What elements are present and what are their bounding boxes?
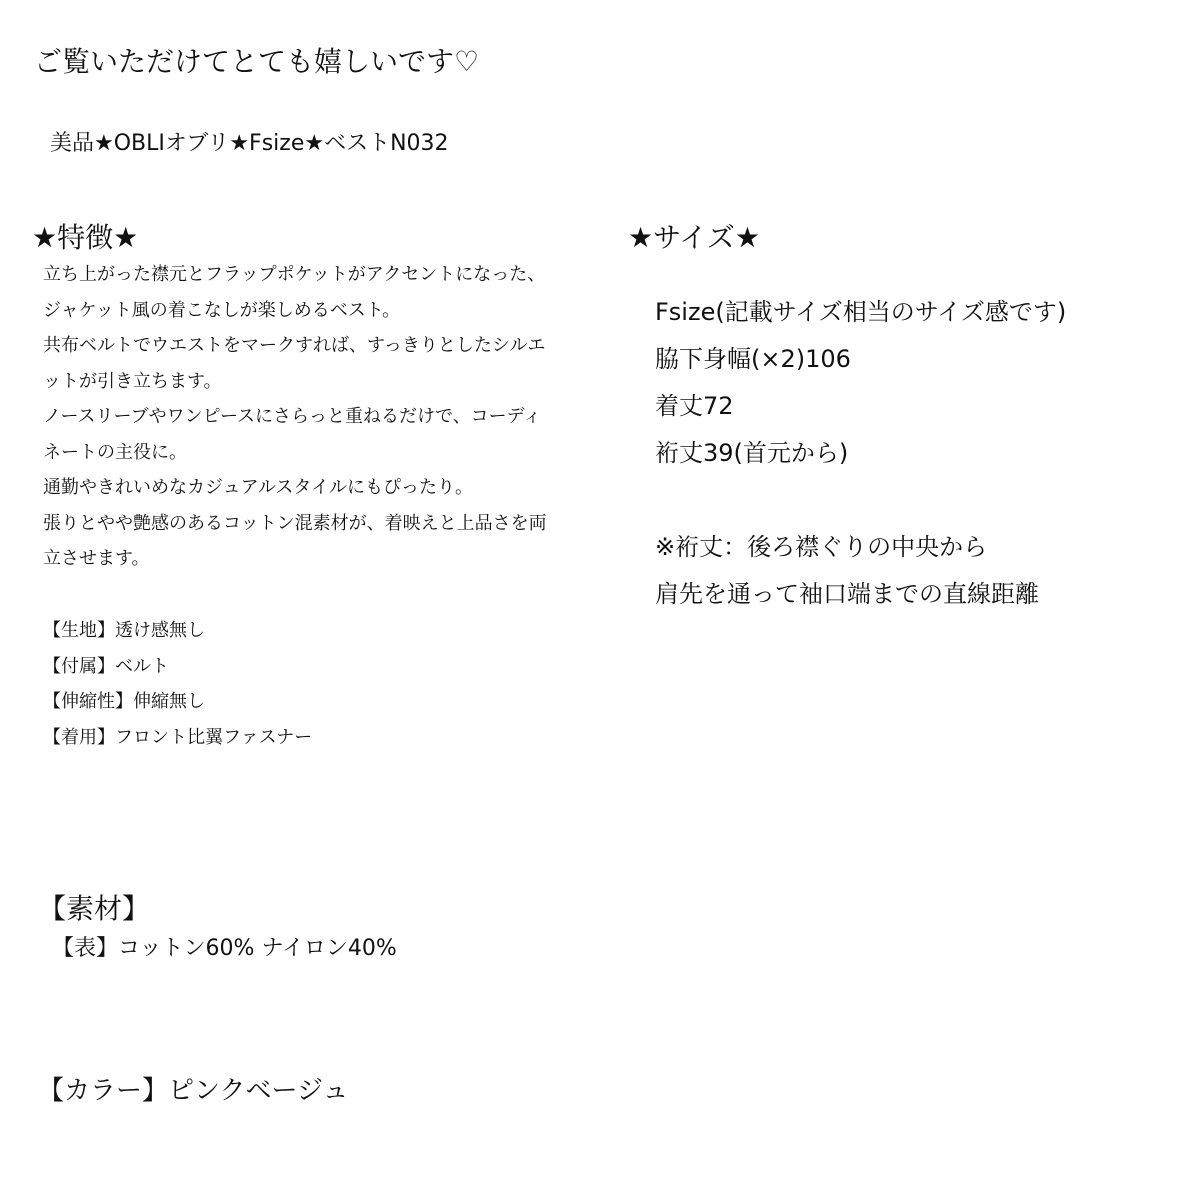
size-heading: ★サイズ★ xyxy=(628,221,760,254)
features-line: 立させます。 xyxy=(43,548,150,569)
size-note-line: 肩先を通って袖口端までの直線距離 xyxy=(655,580,1039,608)
features-line: ットが引き立ちます。 xyxy=(43,370,222,392)
color-info: 【カラー】ピンクベージュ xyxy=(38,1076,349,1106)
size-line: Fsize(記載サイズ相当のサイズ感です) xyxy=(655,298,1067,326)
greeting-text: ご覧いただけてとても嬉しいです♡ xyxy=(34,45,480,78)
size-note-line: ※裄丈：後ろ襟ぐりの中央から xyxy=(655,533,988,561)
features-line: 通勤やきれいめなカジュアルスタイルにもぴったり。 xyxy=(43,477,474,498)
features-description xyxy=(43,257,547,577)
spec-fabric: 【生地】透け感無し xyxy=(43,620,205,641)
material-composition: 【表】コットン60% ナイロン40% xyxy=(52,936,397,961)
features-heading: ★特徴★ xyxy=(32,221,139,254)
product-title: 美品★OBLIオブリ★Fsize★ベストN032 xyxy=(50,131,449,156)
size-line: 着丈72 xyxy=(655,392,734,420)
features-line: 張りとやや艶感のあるコットン混素材が、着映えと上品さを両 xyxy=(43,512,547,534)
spec-accessory: 【付属】ベルト xyxy=(43,655,169,677)
features-line: ネートの主役に。 xyxy=(43,441,187,463)
features-line: ジャケット風の着こなしが楽しめるベスト。 xyxy=(43,299,401,321)
size-line-spacer xyxy=(655,477,1066,524)
features-line: ノースリーブやワンピースにさらっと重ねるだけで、コーディ xyxy=(43,406,542,427)
size-line: 裄丈39(首元から) xyxy=(655,439,849,467)
features-line: 立ち上がった襟元とフラップポケットがアクセントになった、 xyxy=(43,264,546,285)
size-details xyxy=(655,289,1066,618)
features-line: 共布ベルトでウエストをマークすれば、すっきりとしたシルエ xyxy=(43,335,546,356)
material-heading: 【素材】 xyxy=(38,892,151,925)
spec-fastening: 【着用】フロント比翼ファスナー xyxy=(43,726,313,748)
spec-stretch: 【伸縮性】伸縮無し xyxy=(43,691,205,712)
size-line: 脇下身幅(×2)106 xyxy=(655,345,851,373)
spec-list xyxy=(43,613,312,755)
